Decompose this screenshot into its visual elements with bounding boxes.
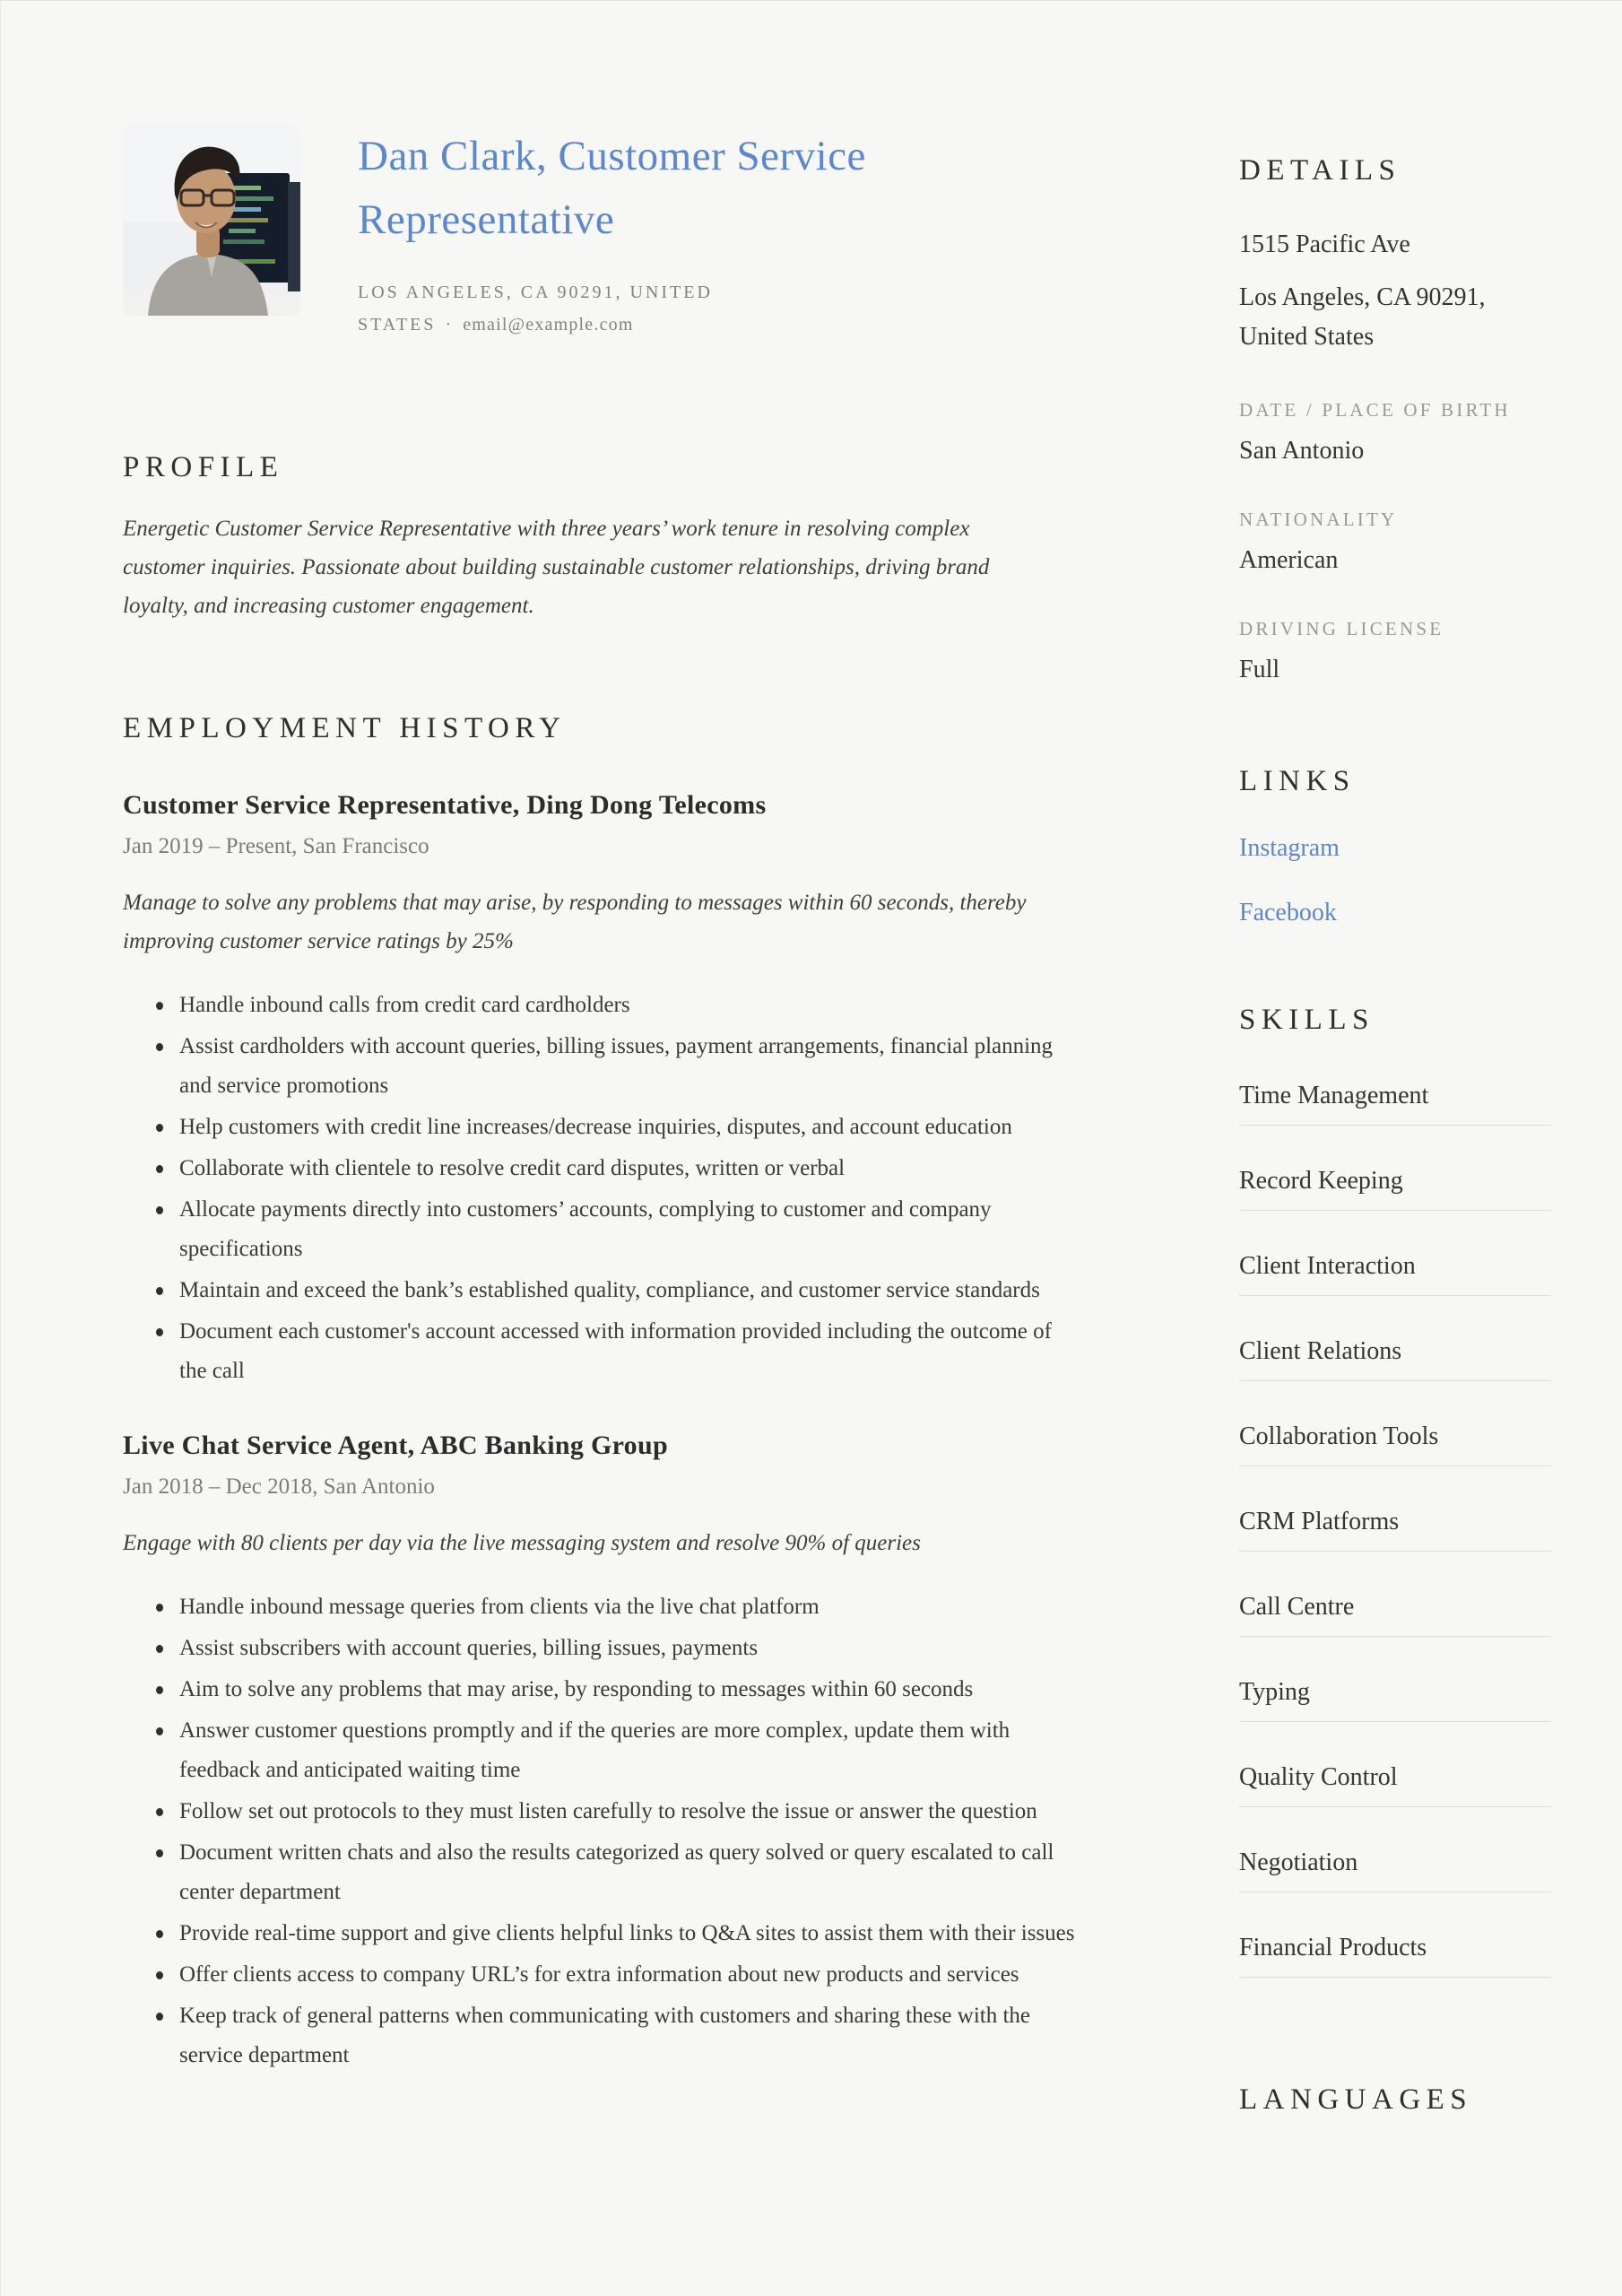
job-bullet-list xyxy=(123,1587,1114,2075)
details-fields xyxy=(1239,399,1551,684)
job-bullet-item: Document each customer's account accessed with information provided including the outcome of the call xyxy=(123,1312,1075,1391)
employment-history-section xyxy=(123,712,1114,2075)
job-bullet-item: Offer clients access to company URL’s for extra information about new products and services xyxy=(123,1955,1075,1995)
job-bullet-item: Maintain and exceed the bank’s established quality, compliance, and customer service standards xyxy=(123,1271,1075,1310)
skill-item: Record Keeping xyxy=(1239,1126,1551,1211)
name-title-line-2: Representative xyxy=(358,196,615,244)
job-bullet-item: Provide real-time support and give clients helpful links to Q&A sites to assist them with their issues xyxy=(123,1914,1075,1953)
skill-item: Call Centre xyxy=(1239,1552,1551,1637)
skills-section xyxy=(1239,1004,1551,1978)
job-bullet-list xyxy=(123,986,1114,1391)
details-heading: DETAILS xyxy=(1239,154,1401,187)
details-field-value: American xyxy=(1239,546,1339,575)
details-field xyxy=(1239,399,1551,465)
job-bullet-item: Assist cardholders with account queries, billing issues, payment arrangements, financial planning and service promotions xyxy=(123,1027,1075,1106)
resume-header xyxy=(123,123,1114,341)
name-title-line-1: Dan Clark, Customer Service xyxy=(358,133,866,179)
job-bullet-item: Document written chats and also the results categorized as query solved or query escalated to call center department xyxy=(123,1833,1075,1912)
job-entry-2 xyxy=(123,1431,1114,2075)
job-bullet-item: Handle inbound calls from credit card cardholders xyxy=(123,986,1075,1025)
page-title xyxy=(358,125,866,253)
job-bullet-item: Keep track of general patterns when communicating with customers and sharing these with the service department xyxy=(123,1996,1075,2075)
contact-line xyxy=(358,276,811,341)
sidebar xyxy=(1239,123,1551,2117)
job-summary: Manage to solve any problems that may arise, by responding to messages within 60 seconds, thereby improving customer service ratings by 25% xyxy=(123,890,1027,953)
job-title: Live Chat Service Agent, ABC Banking Group xyxy=(123,1430,668,1460)
details-field-label: DATE / PLACE OF BIRTH xyxy=(1239,399,1511,422)
skill-item: CRM Platforms xyxy=(1239,1466,1551,1552)
job-bullet-item: Help customers with credit line increases/decrease inquiries, disputes, and account education xyxy=(123,1108,1075,1147)
job-date-location: Jan 2018 – Dec 2018, San Antonio xyxy=(123,1474,435,1499)
skill-item: Negotiation xyxy=(1239,1807,1551,1892)
skill-item: Client Interaction xyxy=(1239,1211,1551,1296)
job-bullet-item: Answer customer questions promptly and if the queries are more complex, update them with feedback and anticipated waiting time xyxy=(123,1711,1075,1790)
languages-section xyxy=(1239,2083,1551,2117)
skills-heading: SKILLS xyxy=(1239,1004,1375,1037)
contact-location: LOS ANGELES, CA 90291, UNITED STATES xyxy=(358,282,713,335)
skills-list xyxy=(1239,1040,1551,1978)
job-bullet-item: Collaborate with clientele to resolve credit card disputes, written or verbal xyxy=(123,1149,1075,1188)
skill-item: Time Management xyxy=(1239,1040,1551,1126)
details-field xyxy=(1239,509,1551,575)
portrait-photo-icon xyxy=(123,123,300,316)
job-bullet-item: Follow set out protocols to they must listen carefully to resolve the issue or answer the question xyxy=(123,1792,1075,1831)
job-bullet-item: Assist subscribers with account queries, billing issues, payments xyxy=(123,1629,1075,1668)
employment-history-heading: EMPLOYMENT HISTORY xyxy=(123,711,567,744)
skill-item: Collaboration Tools xyxy=(1239,1381,1551,1466)
job-title: Customer Service Representative, Ding Dong Telecoms xyxy=(123,789,767,820)
details-field-value: Full xyxy=(1239,656,1280,684)
languages-heading: LANGUAGES xyxy=(1239,2083,1473,2117)
links-list xyxy=(1239,834,1551,927)
job-bullet-item: Allocate payments directly into customers’ accounts, complying to customer and company specifications xyxy=(123,1190,1075,1269)
skill-item: Typing xyxy=(1239,1637,1551,1722)
profile-section xyxy=(123,451,1114,625)
skill-item: Quality Control xyxy=(1239,1722,1551,1807)
contact-email: email@example.com xyxy=(463,314,634,335)
profile-text: Energetic Customer Service Representative with three years’ work tenure in resolving complex customer inquiries. Passionate about building sustainable customer relationships, driving brand loyalty, and increasing customer engagement. xyxy=(123,516,990,618)
profile-photo xyxy=(123,123,300,316)
links-heading: LINKS xyxy=(1239,765,1356,798)
job-bullet-item: Aim to solve any problems that may arise, by responding to messages within 60 seconds xyxy=(123,1670,1075,1709)
main-column xyxy=(123,123,1114,2117)
skill-item: Client Relations xyxy=(1239,1296,1551,1381)
profile-heading: PROFILE xyxy=(123,450,284,483)
details-field xyxy=(1239,618,1551,684)
address-line-2: Los Angeles, CA 90291, United States xyxy=(1239,283,1486,351)
sidebar-link[interactable]: Instagram xyxy=(1239,834,1340,863)
skill-item: Financial Products xyxy=(1239,1892,1551,1978)
links-section xyxy=(1239,765,1551,927)
details-field-value: San Antonio xyxy=(1239,437,1365,465)
details-field-label: NATIONALITY xyxy=(1239,509,1398,531)
job-summary: Engage with 80 clients per day via the live messaging system and resolve 90% of queries xyxy=(123,1530,921,1555)
header-text xyxy=(358,123,866,341)
address-line-1: 1515 Pacific Ave xyxy=(1239,230,1410,258)
details-section xyxy=(1239,154,1551,684)
job-bullet-item: Handle inbound message queries from clients via the live chat platform xyxy=(123,1587,1075,1627)
details-field-label: DRIVING LICENSE xyxy=(1239,618,1444,640)
job-date-location: Jan 2019 – Present, San Francisco xyxy=(123,833,429,858)
sidebar-link[interactable]: Facebook xyxy=(1239,899,1337,927)
job-entry-1 xyxy=(123,790,1114,1391)
contact-separator: · xyxy=(445,314,455,335)
